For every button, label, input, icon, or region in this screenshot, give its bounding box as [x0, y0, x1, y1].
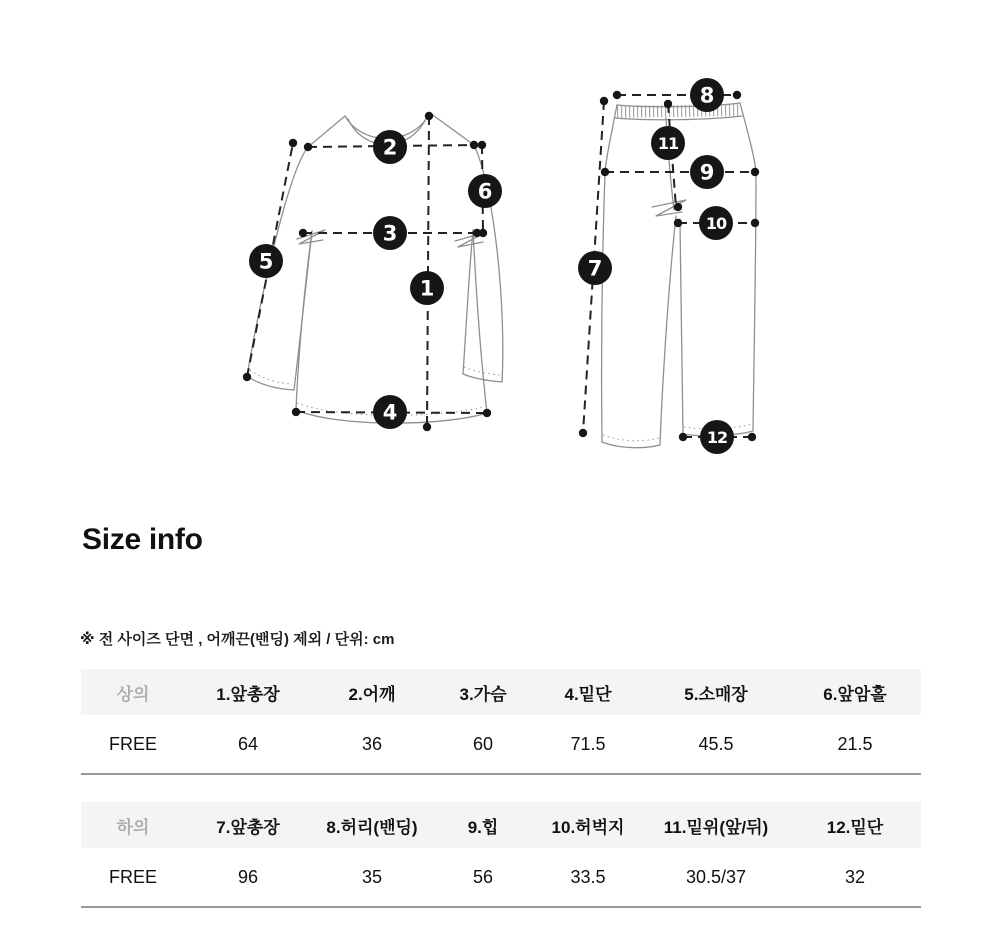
table-corner-label: 하의 — [81, 802, 185, 848]
value-cell: 21.5 — [789, 715, 921, 774]
value-cell: 45.5 — [643, 715, 789, 774]
measure-badge-6 — [468, 174, 502, 208]
measure-badge-10 — [699, 206, 733, 240]
measure-badge-2 — [373, 130, 407, 164]
value-cell: 35 — [311, 848, 433, 907]
svg-text:1: 1 — [419, 276, 435, 301]
size-row — [81, 848, 921, 907]
column-header: 5.소매장 — [643, 669, 789, 715]
column-header: 7.앞총장 — [185, 802, 311, 848]
value-cell: 71.5 — [533, 715, 643, 774]
column-header: 1.앞총장 — [185, 669, 311, 715]
column-header: 8.허리(밴딩) — [311, 802, 433, 848]
measure-badge-8 — [690, 78, 724, 112]
column-header: 11.밑위(앞/뒤) — [643, 802, 789, 848]
column-header: 3.가슴 — [433, 669, 533, 715]
table-header-row — [81, 802, 921, 848]
top-garment-drawing — [247, 113, 503, 423]
page-title: Size info — [82, 523, 203, 556]
measure-badge-5 — [249, 244, 283, 278]
measure-badge-3 — [373, 216, 407, 250]
svg-text:4: 4 — [382, 400, 398, 425]
measure-badge-12 — [700, 420, 734, 454]
svg-text:12: 12 — [706, 428, 728, 447]
column-header: 10.허벅지 — [533, 802, 643, 848]
measure-badge-7 — [578, 251, 612, 285]
measure-badge-1 — [410, 271, 444, 305]
measure-badge-11 — [651, 126, 685, 160]
top-measure-lines — [243, 112, 491, 431]
value-cell: 96 — [185, 848, 311, 907]
value-cell: 64 — [185, 715, 311, 774]
table-header-row — [81, 669, 921, 715]
svg-text:9: 9 — [699, 160, 715, 185]
size-label-cell: FREE — [81, 848, 185, 907]
svg-text:11: 11 — [657, 134, 679, 153]
value-cell: 30.5/37 — [643, 848, 789, 907]
value-cell: 33.5 — [533, 848, 643, 907]
svg-text:6: 6 — [477, 179, 493, 204]
svg-text:5: 5 — [258, 249, 274, 274]
size-row — [81, 715, 921, 774]
measure-badge-4 — [373, 395, 407, 429]
size-label-cell: FREE — [81, 715, 185, 774]
value-cell: 36 — [311, 715, 433, 774]
column-header: 12.밑단 — [789, 802, 921, 848]
svg-text:2: 2 — [382, 135, 398, 160]
column-header: 9.힙 — [433, 802, 533, 848]
column-header: 6.앞암홀 — [789, 669, 921, 715]
svg-text:8: 8 — [699, 83, 715, 108]
table-corner-label: 상의 — [81, 669, 185, 715]
svg-text:3: 3 — [382, 221, 398, 246]
value-cell: 32 — [789, 848, 921, 907]
svg-text:7: 7 — [587, 256, 603, 281]
measure-badge-9 — [690, 155, 724, 189]
svg-text:10: 10 — [705, 214, 727, 233]
size-note: ※ 전 사이즈 단면 , 어깨끈(밴딩) 제외 / 단위: cm — [80, 631, 395, 648]
value-cell: 60 — [433, 715, 533, 774]
column-header: 4.밑단 — [533, 669, 643, 715]
size-table-bottom — [81, 802, 921, 908]
size-table-top — [81, 669, 921, 775]
value-cell: 56 — [433, 848, 533, 907]
column-header: 2.어깨 — [311, 669, 433, 715]
